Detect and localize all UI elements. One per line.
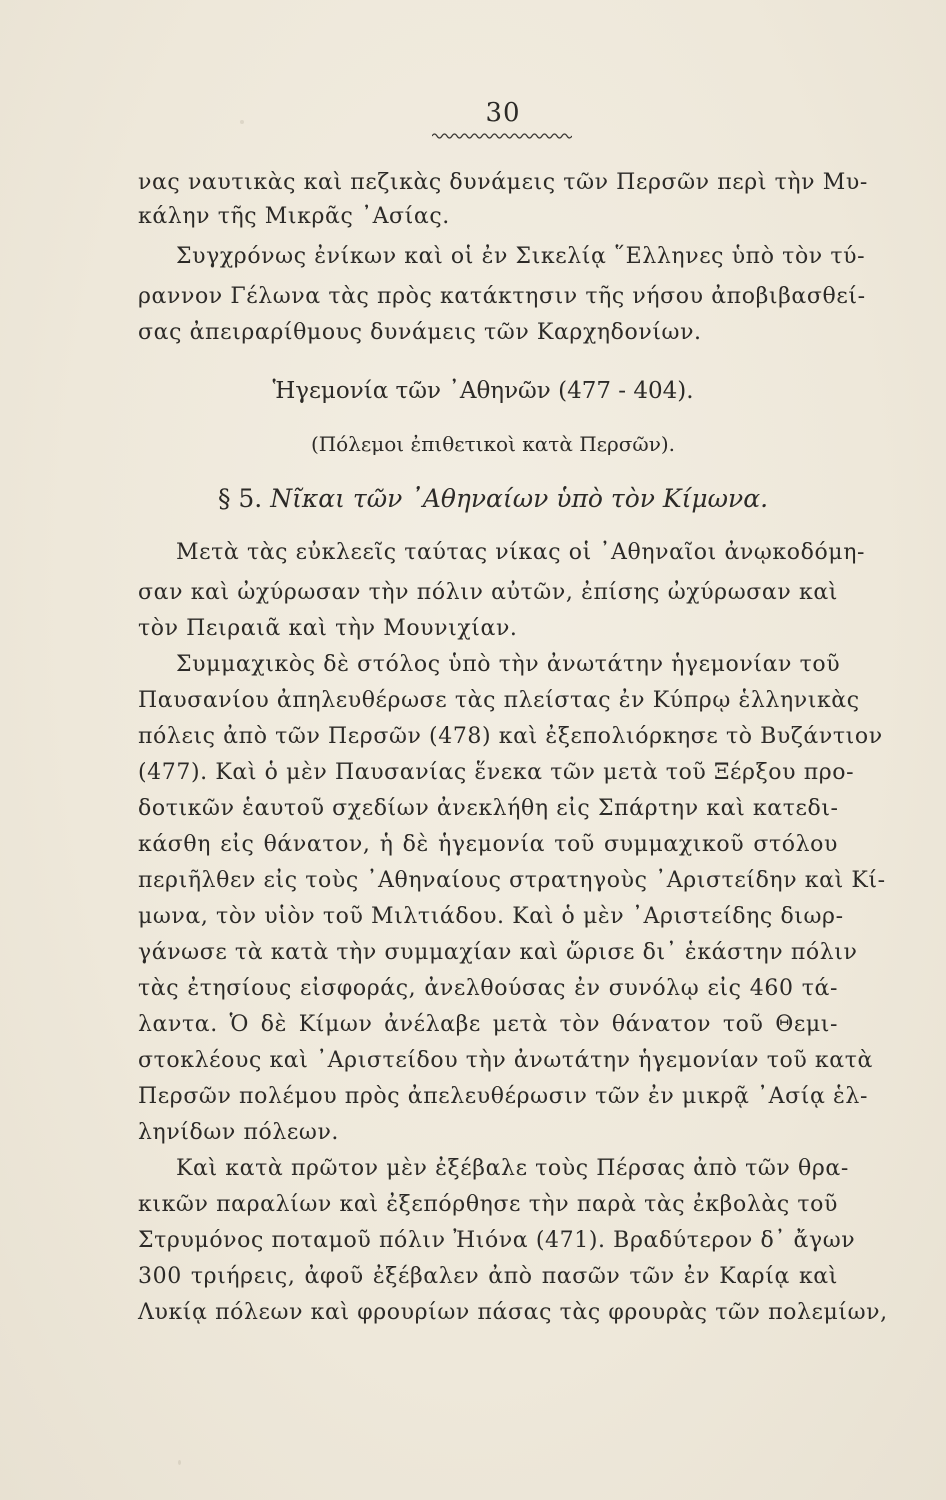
text-line: (477). Καὶ ὁ μὲν Παυσανίας ἕνεκα τῶν μετὰ τοῦ Ξέρξου προ- [138, 760, 855, 785]
text-line: λαντα. Ὁ δὲ Κίμων ἀνέλαβε μετὰ τὸν θάνατον τοῦ Θεμι- [138, 1012, 838, 1037]
text-line: Καὶ κατὰ πρῶτον μὲν ἐξέβαλε τοὺς Πέρσας ἀπὸ τῶν θρα- [176, 1156, 849, 1181]
text-line: Λυκίᾳ πόλεων καὶ φρουρίων πάσας τὰς φρουρὰς τῶν πολεμίων, [138, 1300, 888, 1325]
text-line: Συγχρόνως ἐνίκων καὶ οἱ ἐν Σικελίᾳ ῞Ελληνες ὑπὸ τὸν τύ- [176, 244, 866, 269]
text-line: κάσθη εἰς θάνατον, ἡ δὲ ἡγεμονία τοῦ συμμαχικοῦ στόλου [138, 832, 838, 857]
text-line: Περσῶν πολέμου πρὸς ἀπελευθέρωσιν τῶν ἐν μικρᾷ ᾿Ασίᾳ ἑλ- [138, 1084, 868, 1109]
text-line: πόλεις ἀπὸ τῶν Περσῶν (478) καὶ ἐξεπολιόρκησε τὸ Βυζάντιον [138, 724, 883, 749]
text-line: σαν καὶ ὠχύρωσαν τὴν πόλιν αὐτῶν, ἐπίσης ὠχύρωσαν καὶ [138, 580, 838, 605]
text-line: ληνίδων πόλεων. [138, 1120, 340, 1145]
text-line: κάλην τῆς Μικρᾶς ᾿Ασίας. [138, 204, 450, 229]
page-number: 30 [485, 98, 521, 128]
paper-speck [240, 120, 244, 124]
text-line: μωνα, τὸν υἱὸν τοῦ Μιλτιάδου. Καὶ ὁ μὲν ᾿Αριστείδης διωρ- [138, 904, 844, 929]
text-line: Συμμαχικὸς δὲ στόλος ὑπὸ τὴν ἀνωτάτην ἡγεμονίαν τοῦ [176, 652, 841, 677]
text-line: σας ἀπειραρίθμους δυνάμεις τῶν Καρχηδονίων. [138, 320, 702, 345]
text-line: δοτικῶν ἑαυτοῦ σχεδίων ἀνεκλήθη εἰς Σπάρτην καὶ κατεδι- [138, 796, 839, 821]
period-subtitle: (Πόλεμοι ἐπιθετικοὶ κατὰ Περσῶν). [310, 432, 676, 456]
text-line: ραννον Γέλωνα τὰς πρὸς κατάκτησιν τῆς νήσου ἀποβιβασθεί- [138, 284, 866, 309]
paper-speck [178, 1460, 181, 1465]
section-number: § 5. [217, 484, 263, 513]
section-title: Νῖκαι τῶν ᾿Αθηναίων ὑπὸ τὸν Κίμωνα. [270, 484, 769, 513]
section-heading [0, 484, 946, 513]
text-line: τὰς ἐτησίους εἰσφοράς, ἀνελθούσας ἐν συνόλῳ εἰς 460 τά- [138, 976, 838, 1001]
text-line: Παυσανίου ἀπηλευθέρωσε τὰς πλείστας ἐν Κύπρῳ ἑλληνικὰς [138, 688, 860, 713]
text-line: Στρυμόνος ποταμοῦ πόλιν Ἠιόνα (471). Βραδύτερον δ᾿ ἄγων [138, 1228, 856, 1253]
text-line: περιῆλθεν εἰς τοὺς ᾿Αθηναίους στρατηγοὺς ᾿Αριστείδην καὶ Κί- [138, 868, 886, 893]
text-line: Μετὰ τὰς εὐκλεεῖς ταύτας νίκας οἱ ᾿Αθηναῖοι ἀνῳκοδόμη- [176, 540, 866, 565]
text-line: νας ναυτικὰς καὶ πεζικὰς δυνάμεις τῶν Περσῶν περὶ τὴν Μυ- [138, 170, 868, 195]
text-line: στοκλέους καὶ ᾿Αριστείδου τὴν ἀνωτάτην ἡγεμονίαν τοῦ κατὰ [138, 1048, 873, 1073]
wavy-rule-ornament [432, 132, 572, 140]
text-line: γάνωσε τὰ κατὰ τὴν συμμαχίαν καὶ ὥρισε δι᾿ ἑκάστην πόλιν [138, 940, 858, 965]
text-line: κικῶν παραλίων καὶ ἐξεπόρθησε τὴν παρὰ τὰς ἐκβολὰς τοῦ [138, 1192, 838, 1217]
period-heading: Ἡγεμονία τῶν ᾿Αθηνῶν (477 - 404). [272, 378, 694, 404]
text-line: 300 τριήρεις, ἀφοῦ ἐξέβαλεν ἀπὸ πασῶν τῶν ἐν Καρίᾳ καὶ [138, 1264, 838, 1289]
text-line: τὸν Πειραιᾶ καὶ τὴν Μουνιχίαν. [138, 616, 518, 641]
